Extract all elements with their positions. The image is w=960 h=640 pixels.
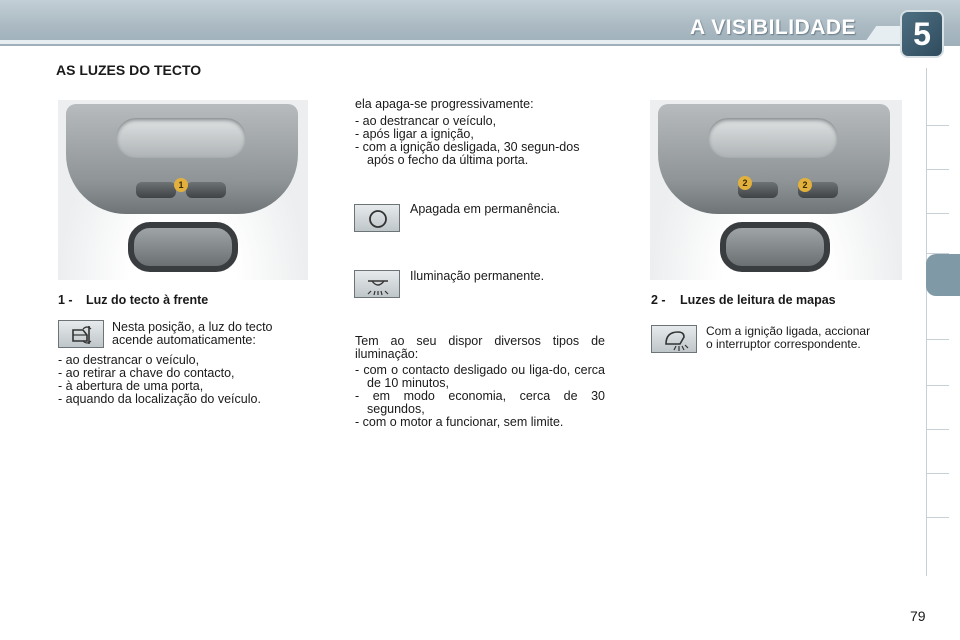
lighting-modes-list <box>355 364 605 429</box>
item2-heading-number: 2 - <box>651 293 666 307</box>
fade-out-list <box>355 115 605 167</box>
callout-marker-2-right: 2 <box>798 178 812 192</box>
item1-description-line-1: Nesta posição, a luz do tecto <box>112 320 273 334</box>
door-courtesy-light-icon <box>58 320 104 348</box>
front-ceiling-light-photo <box>58 100 308 280</box>
permanent-light-icon <box>354 270 400 298</box>
header-stripe <box>0 40 900 44</box>
chapter-tab[interactable] <box>927 474 949 518</box>
item2-heading: Luzes de leitura de mapas <box>680 293 836 307</box>
chapter-tab[interactable] <box>927 214 949 254</box>
item2-description-line-1: Com a ignição ligada, accionar <box>706 324 871 338</box>
lighting-modes-intro: Tem ao seu dispor diversos tipos de iluminação: <box>355 334 605 361</box>
chapter-tab[interactable] <box>927 430 949 474</box>
chapter-tab[interactable] <box>927 518 949 576</box>
rear-view-mirror <box>720 222 830 272</box>
item2-description-line-2: o interruptor correspondente. <box>706 337 861 351</box>
off-mode-label: Apagada em permanência. <box>410 202 561 216</box>
callout-marker-1: 1 <box>174 178 188 192</box>
item1-description-line-2: acende automaticamente: <box>112 333 256 347</box>
list-item: - ao retirar a chave do contacto, <box>58 367 320 380</box>
item1-heading: Luz do tecto à frente <box>86 293 209 307</box>
roof-console <box>658 104 890 214</box>
chapter-tab[interactable] <box>927 386 949 430</box>
chapter-tab[interactable] <box>927 170 949 214</box>
rear-view-mirror <box>128 222 238 272</box>
list-item: - em modo economia, cerca de 30 segundos, <box>355 390 605 416</box>
chapter-tab[interactable] <box>927 340 949 386</box>
section-title: AS LUZES DO TECTO <box>56 62 202 78</box>
chapter-tab[interactable] <box>927 296 949 340</box>
list-item: - com o contacto desligado ou liga-do, cerca de 10 minutos, <box>355 364 605 390</box>
chapter-title: A VISIBILIDADE <box>690 16 857 39</box>
chapter-tab-bar <box>926 68 948 576</box>
map-reading-light-icon <box>651 325 697 353</box>
chapter-tab[interactable] <box>927 126 949 170</box>
list-item: - à abertura de uma porta, <box>58 380 320 393</box>
list-item: - após ligar a ignição, <box>355 128 605 141</box>
list-item: - ao destrancar o veículo, <box>355 115 605 128</box>
permanent-mode-label: Iluminação permanente. <box>410 269 545 283</box>
list-item: - ao destrancar o veículo, <box>58 354 320 367</box>
map-reading-lights-photo <box>650 100 902 280</box>
page-number: 79 <box>910 608 926 624</box>
list-item: - com a ignição desligada, 30 segun-dos após o fecho da última porta. <box>355 141 605 167</box>
list-item: - aquando da localização do veículo. <box>58 393 320 406</box>
off-circle-icon <box>354 204 400 232</box>
item1-trigger-list <box>58 354 320 406</box>
chapter-number-badge: 5 <box>902 12 942 56</box>
chapter-tab-active[interactable] <box>926 254 960 296</box>
callout-marker-2-left: 2 <box>738 176 752 190</box>
roof-console <box>66 104 298 214</box>
item1-heading-number: 1 - <box>58 293 73 307</box>
list-item: - com o motor a funcionar, sem limite. <box>355 416 605 429</box>
chapter-tab[interactable] <box>927 68 949 126</box>
fade-out-intro: ela apaga-se progressivamente: <box>355 97 534 111</box>
